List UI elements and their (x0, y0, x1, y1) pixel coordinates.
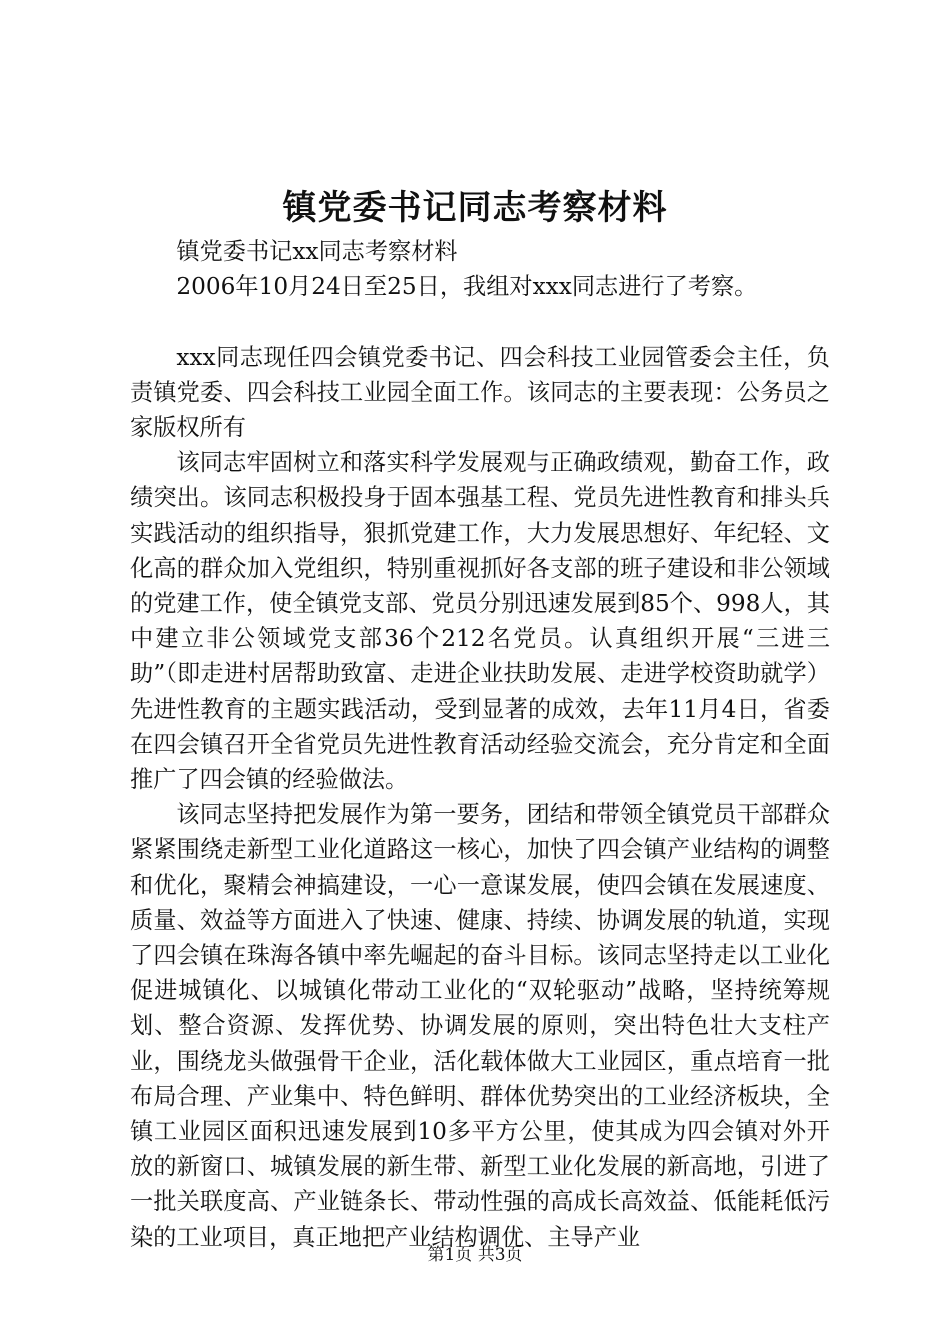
party-building-paragraph: 该同志牢固树立和落实科学发展观与正确政绩观，勤奋工作，政绩突出。该同志积极投身于固本强基工程、党员先进性教育和排头兵实践活动的组织指导，狠抓党建工作，大力发展思想好、年纪轻、文化高的群众加入党组织，特别重视抓好各支部的班子建设和非公领域的党建工作，使全镇党支部、党员分别迅速发展到85个、998人，其中建立非公领域党支部36个212名党员。认真组织开展“三进三助”（即走进村居帮助致富、走进企业扶助发展、走进学校资助就学）先进性教育的主题实践活动，受到显著的成效，去年11月4日，省委在四会镇召开全省党员先进性教育活动经验交流会，充分肯定和全面推广了四会镇的经验做法。 (130, 449, 830, 794)
subtitle-paragraph: 镇党委书记xx同志考察材料 (176, 238, 458, 265)
page-number-footer: 第1页 共3页 (427, 1245, 523, 1265)
development-paragraph: 该同志坚持把发展作为第一要务，团结和带领全镇党员干部群众紧紧围绕走新型工业化道路这一核心，加快了四会镇产业结构的调整和优化，聚精会神搞建设，一心一意谋发展，使四会镇在发展速度、质量、效益等方面进入了快速、健康、持续、协调发展的轨道，实现了四会镇在珠海各镇中率先崛起的奋斗目标。该同志坚持走以工业化促进城镇化、以城镇化带动工业化的“双轮驱动”战略，坚持统筹规划、整合资源、发挥优势、协调发展的原则，突出特色壮大支柱产业，围绕龙头做强骨干企业，活化载体做大工业园区，重点培育一批布局合理、产业集中、特色鲜明、群体优势突出的工业经济板块，全镇工业园区面积迅速发展到10多平方公里，使其成为四会镇对外开放的新窗口、城镇发展的新生带、新型工业化发展的新高地，引进了一批关联度高、产业链条长、带动性强的高成长高效益、低能耗低污染的工业项目，真正地把产业结构调优、主导产业 (130, 801, 830, 1251)
document-title: 镇党委书记同志考察材料 (282, 188, 668, 228)
position-paragraph: xxx同志现任四会镇党委书记、四会科技工业园管委会主任，负责镇党委、四会科技工业园全面工作。该同志的主要表现：公务员之家版权所有 (130, 343, 830, 441)
document-body (130, 234, 830, 1255)
blank-line (130, 304, 830, 339)
inspection-date-paragraph: 2006年10月24日至25日，我组对xxx同志进行了考察。 (176, 273, 758, 301)
